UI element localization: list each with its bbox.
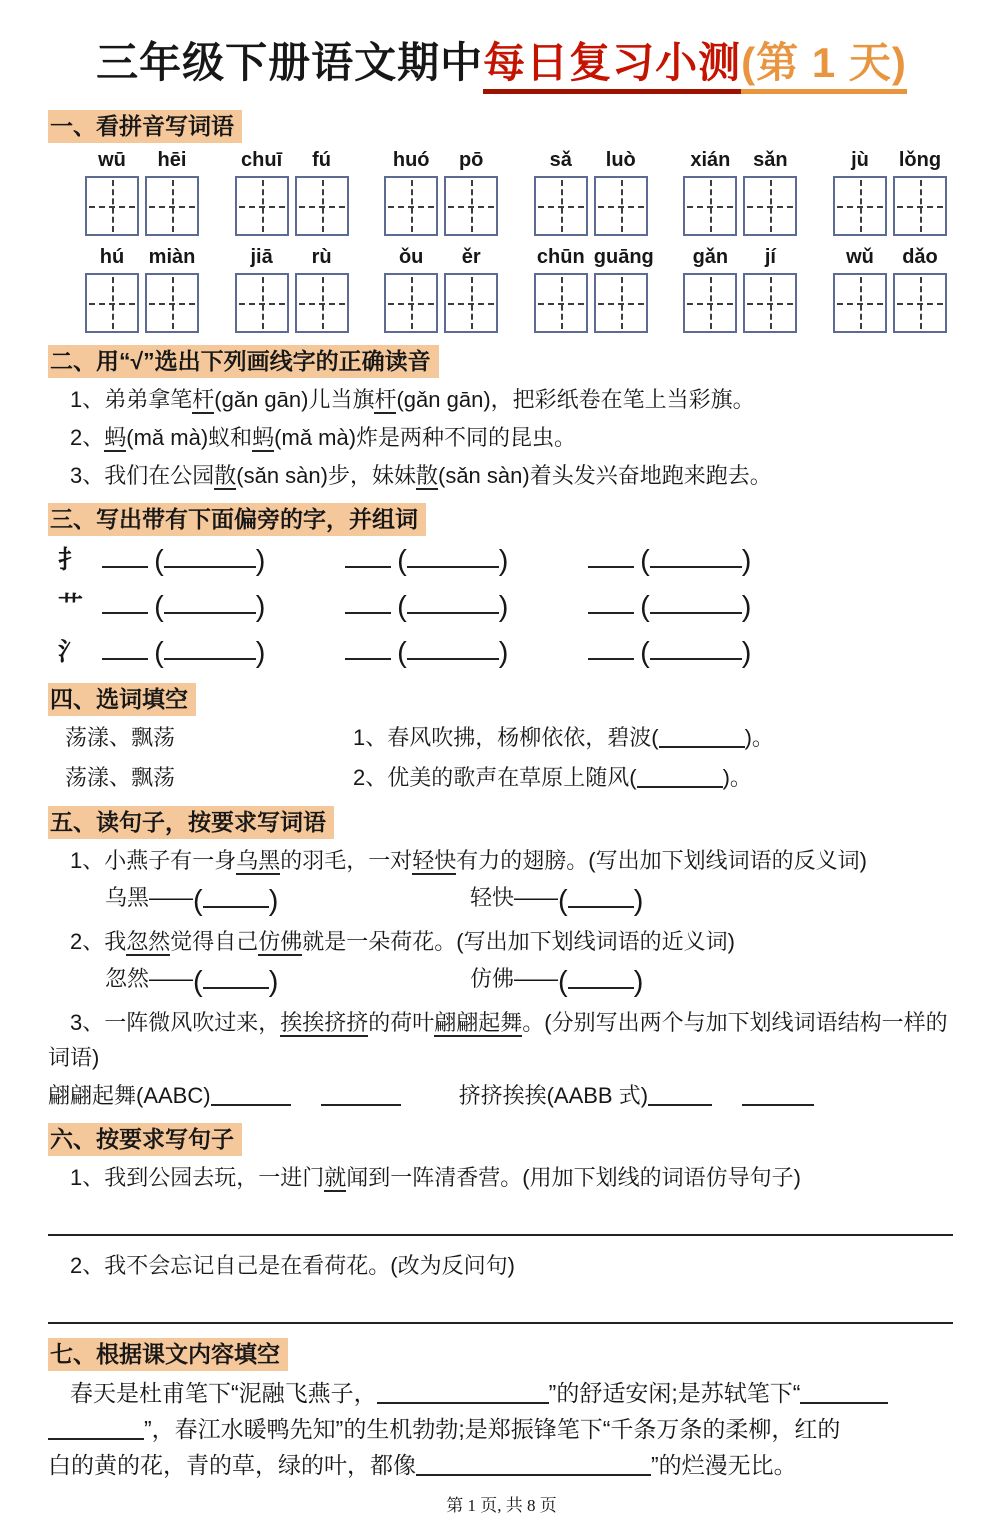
section-7-heading-text: 七、根据课文内容填空 (48, 1338, 288, 1371)
answer-blank (203, 894, 269, 908)
paren-open: ( (558, 966, 568, 998)
writing-grid-row-2 (85, 273, 947, 333)
text-segment: (sǎn sàn)步，妹妹 (236, 463, 416, 488)
pinyin-label: sǎn (753, 149, 788, 171)
writing-grid-cell (833, 273, 887, 333)
answer-label: 仿佛—— (470, 966, 559, 991)
answer-blank (659, 734, 745, 748)
answer-blank (407, 600, 499, 614)
q7-line-2 (48, 1411, 955, 1447)
paren-open: ( (193, 966, 203, 998)
section-4-heading (48, 681, 955, 714)
pinyin-label: lǒng (898, 149, 942, 171)
pinyin-pair (534, 246, 654, 269)
writing-grid-cell (295, 176, 349, 236)
pinyin-label: guāng (593, 246, 654, 268)
writing-grid-cell (683, 176, 737, 236)
title-day-badge: (第 1 天) (741, 39, 907, 94)
pinyin-label: rù (311, 246, 332, 268)
pinyin-label: chūn (536, 246, 585, 268)
pinyin-label: dǎo (902, 246, 938, 268)
pinyin-label: luò (605, 149, 636, 171)
writing-grid-cell (833, 176, 887, 236)
word-blank-group (345, 543, 588, 576)
text-segment: ”的烂漫无比。 (651, 1452, 797, 1478)
section-1-heading (48, 108, 955, 141)
answer-pair (105, 882, 470, 916)
answer-blank (407, 554, 499, 568)
text-segment: (gǎn gān)儿当旗 (214, 387, 375, 412)
paren-close: ) (741, 591, 752, 623)
writing-grid-pair (85, 273, 199, 333)
radical-water: 氵 (58, 637, 84, 666)
writing-grid-cell (893, 273, 947, 333)
answer-blank (164, 554, 256, 568)
q6-item-1 (48, 1160, 955, 1195)
paren-close: ) (268, 966, 279, 998)
paren-open: ( (558, 885, 568, 917)
answer-blank (568, 894, 634, 908)
section-6-heading (48, 1121, 955, 1154)
pinyin-label: huó (392, 149, 430, 171)
section-2-heading-text: 二、用“√”选出下列画线字的正确读音 (48, 345, 439, 378)
q7-line-3 (48, 1447, 955, 1483)
paren-open: ( (640, 545, 650, 577)
answer-blank (345, 554, 391, 568)
pinyin-label: miàn (148, 246, 196, 268)
section-1-heading-text: 一、看拼音写词语 (48, 110, 242, 143)
writing-grid-cell (85, 176, 139, 236)
pinyin-pair (534, 149, 648, 172)
answer-line (48, 1286, 953, 1324)
underlined-word: 挨挨挤挤 (280, 1010, 369, 1035)
pinyin-label: gǎn (692, 246, 729, 268)
section-3-heading-text: 三、写出带有下面偏旁的字，并组词 (48, 503, 426, 536)
underlined-word: 翩翩起舞 (434, 1010, 523, 1035)
text-segment: 就是一朵荷花。(写出加下划线词语的近义词) (302, 929, 735, 954)
pinyin-pair (683, 246, 797, 269)
paren-close: ) (255, 637, 266, 669)
answer-pair (105, 963, 470, 997)
pinyin-label: hú (99, 246, 125, 268)
text-segment: )。 (744, 725, 774, 750)
radical-row-hand (58, 543, 955, 576)
pinyin-pair (85, 149, 199, 172)
underlined-char: 散 (415, 463, 438, 488)
section-5-heading (48, 804, 955, 837)
answer-blank (648, 1092, 712, 1106)
radical-hand: 扌 (58, 545, 84, 574)
writing-grid-cell (444, 176, 498, 236)
writing-grid-cell (444, 273, 498, 333)
paren-open: ( (640, 637, 650, 669)
pinyin-pair (384, 149, 498, 172)
writing-grid-cell (384, 273, 438, 333)
writing-grid-cell (534, 176, 588, 236)
section-2-heading (48, 343, 955, 376)
paren-open: ( (154, 591, 164, 623)
text-segment: 3、我们在公园 (70, 463, 215, 488)
answer-blank (742, 1092, 814, 1106)
pinyin-pair (235, 149, 349, 172)
paren-open: ( (154, 637, 164, 669)
writing-grid-cell (743, 176, 797, 236)
pinyin-label: fú (312, 149, 332, 171)
text-segment: ”的舒适安闲;是苏轼笔下“ (548, 1380, 801, 1406)
page-number: 第 1 页, 共 8 页 (446, 1496, 557, 1515)
q2-item-2 (48, 420, 955, 455)
answer-label: 翩翩起舞(AABC) (48, 1083, 211, 1108)
writing-grid-cell (384, 176, 438, 236)
text-segment: 有力的翅膀。(写出加下划线词语的反义词) (456, 848, 867, 873)
underlined-char: 蚂 (252, 425, 275, 450)
answer-blank (588, 646, 634, 660)
answer-blank (650, 646, 742, 660)
pinyin-label: ǒu (398, 246, 424, 268)
answer-line (48, 1198, 953, 1236)
word-blank-group (102, 635, 345, 668)
pinyin-label: ěr (461, 246, 481, 268)
answer-blank (407, 646, 499, 660)
underlined-word: 乌黑 (236, 848, 281, 873)
writing-grid-pair (384, 273, 498, 333)
writing-grid-cell (235, 273, 289, 333)
answer-pair (470, 963, 835, 997)
q7-line-1 (48, 1375, 955, 1411)
pinyin-row-1 (85, 149, 947, 172)
title-course: 三年级下册语文期中 (96, 39, 484, 86)
answer-blank (321, 1092, 401, 1106)
pinyin-label: xián (690, 149, 731, 171)
underlined-word: 仿佛 (258, 929, 303, 954)
pinyin-pair (85, 246, 199, 269)
q2-item-1 (48, 382, 955, 417)
paren-open: ( (397, 545, 407, 577)
text-segment: ”，春江水暖鸭先知”的生机勃勃;是郑振锋笔下“千条万条的柔柳，红的 (144, 1416, 841, 1442)
pinyin-pair (683, 149, 797, 172)
answer-blank (102, 646, 148, 660)
paren-close: ) (741, 637, 752, 669)
paren-close: ) (268, 885, 279, 917)
text-segment: 1、弟弟拿笔 (70, 387, 193, 412)
q6-item-2: 2、我不会忘记自己是在看荷花。(改为反问句) (70, 1253, 515, 1278)
word-blank-group (345, 635, 588, 668)
page-title (48, 30, 955, 90)
text-segment: (mǎ mà)炸是两种不同的昆虫。 (274, 425, 577, 450)
q4-sentence-1 (353, 720, 774, 756)
answer-blank (164, 646, 256, 660)
word-choices: 荡漾、飘荡 (65, 765, 176, 790)
answer-blank (800, 1390, 888, 1404)
answer-blank (650, 554, 742, 568)
paren-close: ) (741, 545, 752, 577)
underlined-char: 杆 (374, 387, 397, 412)
pinyin-label: jí (764, 246, 776, 268)
paren-close: ) (498, 591, 509, 623)
q5-item-1 (48, 843, 955, 878)
underlined-word: 轻快 (412, 848, 457, 873)
writing-grid-cell (235, 176, 289, 236)
paren-close: ) (255, 591, 266, 623)
answer-blank (203, 975, 269, 989)
underlined-char: 就 (324, 1165, 347, 1190)
writing-grid-cell (145, 176, 199, 236)
text-segment: 2、 (70, 425, 105, 450)
section-6-heading-text: 六、按要求写句子 (48, 1123, 242, 1156)
writing-grid-cell (893, 176, 947, 236)
text-segment: 2、我 (70, 929, 127, 954)
pinyin-label: pō (458, 149, 484, 171)
answer-blank (164, 600, 256, 614)
text-segment: (gǎn gān)，把彩纸卷在笔上当彩旗。 (396, 387, 755, 412)
section-5-heading-text: 五、读句子，按要求写词语 (48, 806, 334, 839)
pinyin-label: sǎ (549, 149, 572, 171)
writing-grid-cell (295, 273, 349, 333)
underlined-word: 忽然 (126, 929, 171, 954)
writing-grid-cell (683, 273, 737, 333)
pinyin-pair (833, 246, 947, 269)
paren-open: ( (154, 545, 164, 577)
word-blank-group (102, 589, 345, 622)
pinyin-row-2 (85, 246, 947, 269)
text-segment: 白的黄的花，青的草，绿的叶，都像 (48, 1452, 416, 1478)
paren-open: ( (193, 885, 203, 917)
section-7-heading (48, 1336, 955, 1369)
writing-grid-pair (235, 273, 349, 333)
writing-grid-pair (534, 176, 648, 236)
answer-blank (416, 1462, 651, 1476)
text-segment: 的荷叶 (368, 1010, 435, 1035)
pinyin-label: hēi (157, 149, 187, 171)
writing-grid-cell (145, 273, 199, 333)
text-segment: 的羽毛，一对 (280, 848, 413, 873)
writing-grid-pair (534, 273, 648, 333)
pinyin-pair (235, 246, 349, 269)
paren-open: ( (640, 591, 650, 623)
q5-item-1-answers (105, 882, 955, 916)
underlined-char: 蚂 (104, 425, 127, 450)
q4-item-1 (48, 720, 955, 756)
underlined-char: 杆 (192, 387, 215, 412)
word-choices: 荡漾、飘荡 (65, 725, 176, 750)
text-segment: 2、优美的歌声在草原上随风( (353, 765, 637, 790)
pinyin-pair (384, 246, 498, 269)
q5-item-2-answers (105, 963, 955, 997)
title-quiz-name: 每日复习小测 (483, 39, 741, 94)
writing-grid-cell (85, 273, 139, 333)
writing-grid-row-1 (85, 176, 947, 236)
writing-grid-pair (85, 176, 199, 236)
text-segment: 1、我到公园去玩，一进门 (70, 1165, 325, 1190)
paren-close: ) (633, 885, 644, 917)
word-blank-group (102, 543, 345, 576)
text-segment: 觉得自己 (170, 929, 259, 954)
writing-grid-pair (683, 273, 797, 333)
text-segment: 1、春风吹拂，杨柳依依，碧波( (353, 725, 659, 750)
answer-blank (637, 774, 723, 788)
answer-blank (650, 600, 742, 614)
writing-grid-cell (594, 176, 648, 236)
answer-label: 乌黑—— (105, 885, 194, 910)
text-segment: 闻到一阵清香营。(用加下划线的词语仿导句子) (346, 1165, 801, 1190)
pinyin-label: jiā (250, 246, 273, 268)
writing-grid-pair (235, 176, 349, 236)
answer-blank (48, 1426, 144, 1440)
radical-row-water (58, 635, 955, 668)
answer-label: 忽然—— (105, 966, 194, 991)
answer-blank (102, 554, 148, 568)
text-segment: )。 (722, 765, 752, 790)
answer-blank (377, 1390, 549, 1404)
pinyin-label: jù (851, 149, 869, 171)
q5-item-3-answers (48, 1078, 955, 1113)
paren-close: ) (633, 966, 644, 998)
writing-grid-pair (833, 176, 947, 236)
answer-label: 轻快—— (470, 885, 559, 910)
section-3-heading (48, 501, 955, 534)
q4-sentence-2 (353, 760, 752, 796)
answer-blank (211, 1092, 291, 1106)
paren-close: ) (255, 545, 266, 577)
writing-grid-pair (683, 176, 797, 236)
section-4-heading-text: 四、选词填空 (48, 683, 196, 716)
paren-open: ( (397, 637, 407, 669)
writing-grid-pair (833, 273, 947, 333)
radical-grass: 艹 (58, 591, 84, 620)
word-blank-group (588, 543, 831, 576)
pinyin-label: chuī (241, 149, 283, 171)
text-segment: (sǎn sàn)着头发兴奋地跑来跑去。 (438, 463, 772, 488)
pinyin-pair (833, 149, 947, 172)
writing-grid-cell (743, 273, 797, 333)
writing-grid-pair (384, 176, 498, 236)
answer-blank (345, 600, 391, 614)
q4-item-2 (48, 760, 955, 796)
q5-item-2 (48, 924, 955, 959)
writing-grid-cell (534, 273, 588, 333)
answer-blank (102, 600, 148, 614)
paren-close: ) (498, 545, 509, 577)
writing-grid-cell (594, 273, 648, 333)
answer-label: 挤挤挨挨(AABB 式) (458, 1083, 649, 1108)
radical-row-grass (58, 589, 955, 622)
answer-blank (345, 646, 391, 660)
q5-item-3 (48, 1005, 955, 1075)
underlined-char: 散 (214, 463, 237, 488)
paren-close: ) (498, 637, 509, 669)
answer-blank (588, 600, 634, 614)
text-segment: 春天是杜甫笔下“泥融飞燕子， (70, 1380, 377, 1406)
answer-blank (568, 975, 634, 989)
pinyin-label: wǔ (846, 246, 874, 268)
q2-item-3 (48, 458, 955, 493)
text-segment: 3、一阵微风吹过来， (70, 1010, 281, 1035)
paren-open: ( (397, 591, 407, 623)
text-segment: (mǎ mà)蚁和 (126, 425, 253, 450)
text-segment: 1、小燕子有一身 (70, 848, 237, 873)
word-blank-group (345, 589, 588, 622)
pinyin-label: wū (98, 149, 126, 171)
answer-blank (588, 554, 634, 568)
word-blank-group (588, 635, 831, 668)
text-segment: 。(分别写出两个与加下划线词语结构一样的词语) (48, 1010, 948, 1070)
answer-pair (470, 882, 835, 916)
word-blank-group (588, 589, 831, 622)
